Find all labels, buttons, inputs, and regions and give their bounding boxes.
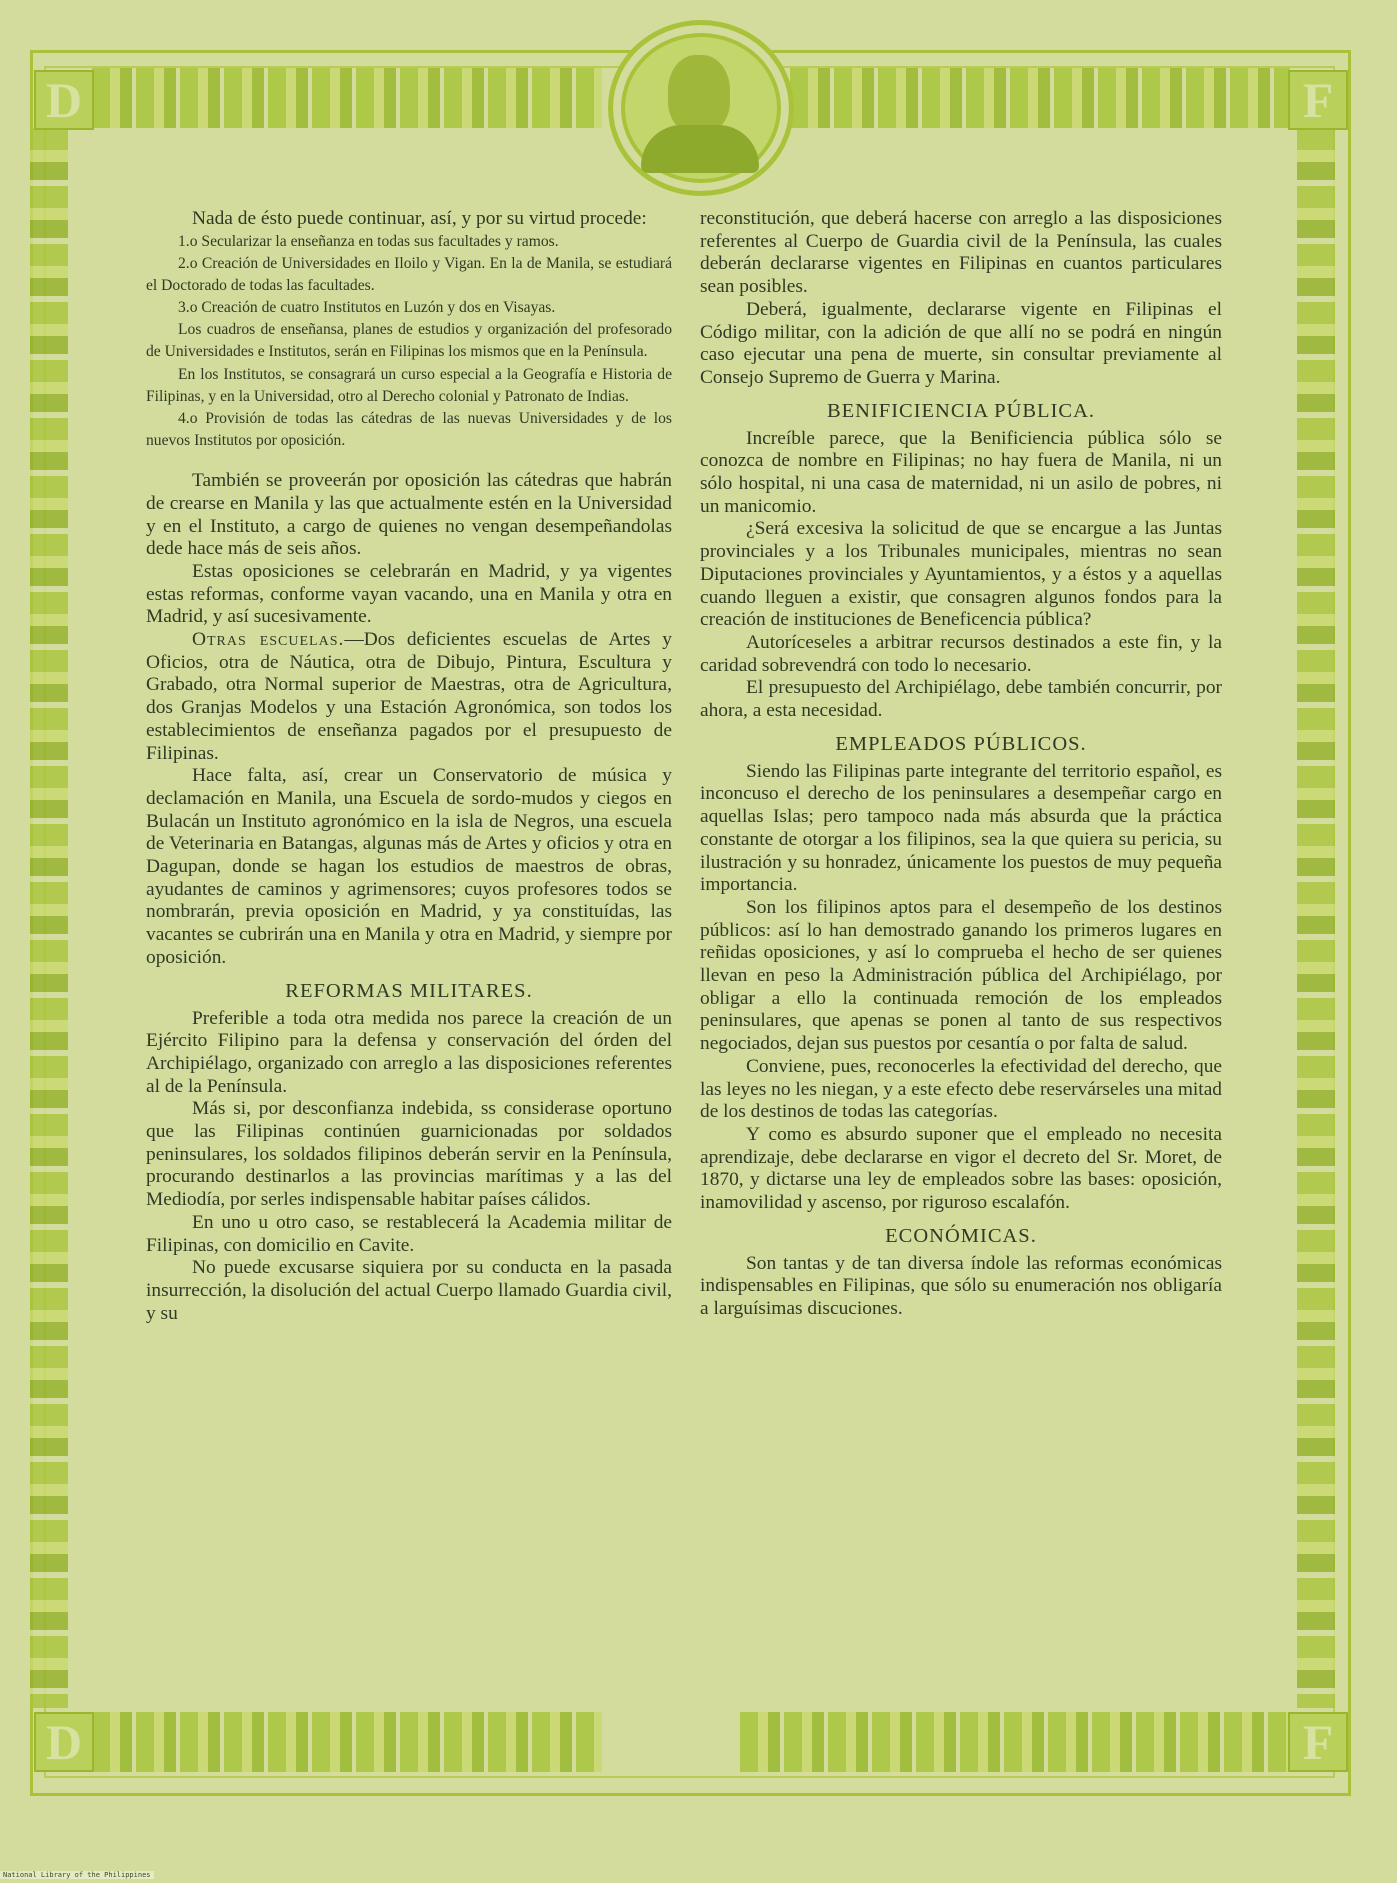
corner-letter-bottom-right: F [1288, 1712, 1348, 1772]
paragraph: Son los filipinos aptos para el desempeño de los destinos públicos: así lo han demostrado ganando los primeros lugares en reñidas oposiciones, y así lo comprueba el hecho de ser quienes llevan en peso la Administración pública del Archipiélago, por obligar a ello la continuada remoción de los empleados peninsulares, que apenas se ponen al tanto de sus respectivos negociados, dejan sus puestos por cesantía o por falta de salud. [700, 896, 1222, 1055]
portrait-body [641, 125, 759, 173]
corner-letter-bottom-left: D [34, 1712, 94, 1772]
corner-letter-top-left: D [34, 70, 94, 130]
paragraph: En los Institutos, se consagrará un curso especial a la Geografía e Historia de Filipinas, y en la Universidad, otro al Derecho colonial y Patronato de Indias. [146, 365, 672, 405]
paragraph: 3.o Creación de cuatro Institutos en Luzón y dos en Visayas. [178, 299, 556, 317]
paragraph: Nada de ésto puede continuar, así, y por su virtud procede: [192, 208, 647, 229]
paragraph-lead: Otras escuelas. [192, 629, 345, 651]
paragraph: Los cuadros de enseñansa, planes de estudios y organización del profesorado de Universidades e Institutos, serán en Filipinas los mismos que en la Península. [146, 321, 672, 361]
corner-letter-top-right: F [1288, 70, 1348, 130]
paragraph: El presupuesto del Archipiélago, debe también concurrir, por ahora, a esta necesidad. [700, 677, 1222, 722]
section-heading: REFORMAS MILITARES. [285, 979, 533, 1002]
paragraph: Preferible a toda otra medida nos parece la creación de un Ejército Filipino para la defensa y conservación del órden del Archipiélago, organizado con arreglo a las disposiciones referentes al de la Península. [146, 1007, 672, 1097]
paragraph: Y como es absurdo suponer que el empleado no necesita aprendizaje, debe declararse en vigor el decreto del Sr. Moret, de 1870, y dictarse una ley de empleados sobre las bases: oposición, inamovilidad y ascenso, por riguroso escalafón. [700, 1123, 1222, 1214]
paragraph [146, 629, 672, 765]
section-heading: BENIFICIENCIA PÚBLICA. [826, 399, 1095, 422]
bottom-ornament-left [92, 1712, 602, 1772]
paragraph: Increíble parece, que la Benificiencia pública sólo se conozca de nombre en Filipinas; no hay fuera de Manila, ni un sólo hospital, ni una casa de maternidad, ni un asilo de pobres, ni un manicomio. [700, 427, 1222, 517]
paragraph: Autoríceseles a arbitrar recursos destinados a este fin, y la caridad sobrevendrá con todo lo necesario. [700, 631, 1222, 676]
paragraph: Deberá, igualmente, declararse vigente en Filipinas el Código militar, con la adición de que allí no se podrá en ningún caso ejecutar una pena de muerte, sin consultar previamente al Consejo Supremo de Guerra y Marina. [700, 298, 1222, 388]
portrait-medallion [608, 20, 794, 196]
paragraph: No puede excusarse siquiera por su conducta en la pasada insurrección, la disolución del actual Cuerpo llamado Guardia civil, y su [146, 1257, 672, 1324]
paragraph: 2.o Creación de Universidades en Iloilo y Vigan. En la de Manila, se estudiará el Doctorado de todas las facultades. [146, 254, 672, 294]
paragraph: Siendo las Filipinas parte integrante del territorio español, es inconcuso el derecho de los peninsulares a desempeñar cargo en aquellas Islas; pero tampoco nada más absurda que la práctica constante de otorgar a los filipinos, sea la que quiera su pericia, su ilustración y su honradez, únicamente los puestos de muy pequeña importancia. [700, 760, 1222, 896]
paragraph: ¿Será excesiva la solicitud de que se encargue a las Juntas provinciales y a los Tribunales municipales, mientras no sean Diputaciones provinciales y Ayuntamientos, y a éstos y a aquellas cuando lleguen a existir, que consagren algunos fondos para la creación de instituciones de Beneficencia pública? [700, 518, 1222, 631]
top-ornament-left [92, 68, 602, 128]
right-ornament [1297, 128, 1335, 1708]
paragraph: Estas oposiciones se celebrarán en Madrid, y ya vigentes estas reformas, conforme vayan vacando, una en Manila y otra en Madrid, y así sucesivamente. [146, 560, 672, 628]
library-credit: National Library of the Philippines [0, 1871, 154, 1879]
bottom-ornament-right [740, 1712, 1290, 1772]
section-heading: EMPLEADOS PÚBLICOS. [835, 732, 1087, 755]
paragraph: Hace falta, así, crear un Conservatorio de música y declamación en Manila, una Escuela de sordo-mudos y ciegos en Bulacán un Instituto agronómico en la isla de Negros, una escuela de Veterinaria en Batangas, algunas más de Artes y oficios y otra en Dagupan, donde se hagan los estudios de maestros de obras, ayudantes de caminos y agrimensores; cuyos profesores todos se nombrarán, previa oposición en Madrid, y ya constituídas, las vacantes se cubrirán una en Manila y otra en Madrid, y siempre por oposición. [146, 765, 672, 968]
paragraph-text: —Dos deficientes escuelas de Artes y Oficios, otra de Náutica, otra de Dibujo, Pintura, Escultura y Grabado, otra Normal superior de Maestras, otra de Agricultura, dos Granjas Modelos y una Estación Agronómica, son todos los establecimientos de enseñanza pagados por el presupuesto de Filipinas. [146, 629, 672, 764]
right-text-column [700, 208, 1222, 1321]
paragraph: reconstitución, que deberá hacerse con arreglo a las disposiciones referentes al Cuerpo de Guardia civil de la Península, las cuales deberán declararse vigentes en Filipinas en cuantos particulares sean posibles. [700, 208, 1222, 298]
paragraph: Conviene, pues, reconocerles la efectividad del derecho, que las leyes no les niegan, y a este efecto debe reservárseles una mitad de los destinos de todas las categorías. [700, 1055, 1222, 1123]
left-ornament [30, 128, 68, 1708]
left-text-column [146, 208, 672, 1325]
paragraph: Más si, por desconfianza indebida, ss considerase oportuno que las Filipinas continúen guarnicionadas por soldados peninsulares, los soldados filipinos deberán servir en la Península, procurando destinarlos a las provincias marítimas y a las del Mediodía, por serles indispensable habitar países cálidos. [146, 1098, 672, 1211]
paragraph: 4.o Provisión de todas las cátedras de las nuevas Universidades y de los nuevos Institutos por oposición. [146, 409, 672, 449]
paragraph: También se proveerán por oposición las cátedras que habrán de crearse en Manila y las que actualmente estén en la Universidad y en el Instituto, a cargo de quienes no vengan desempeñandolas dede hace más de seis años. [146, 470, 672, 560]
portrait-head [668, 55, 730, 133]
top-ornament-right [790, 68, 1290, 128]
paragraph: 1.o Secularizar la enseñanza en todas sus facultades y ramos. [178, 232, 559, 250]
section-heading: ECONÓMICAS. [885, 1224, 1037, 1247]
paragraph: Son tantas y de tan diversa índole las reformas económicas indispensables en Filipinas, que sólo su enumeración nos obligaría a larguísimas discuciones. [700, 1252, 1222, 1320]
paragraph: En uno u otro caso, se restablecerá la Academia militar de Filipinas, con domicilio en Cavite. [146, 1211, 672, 1256]
